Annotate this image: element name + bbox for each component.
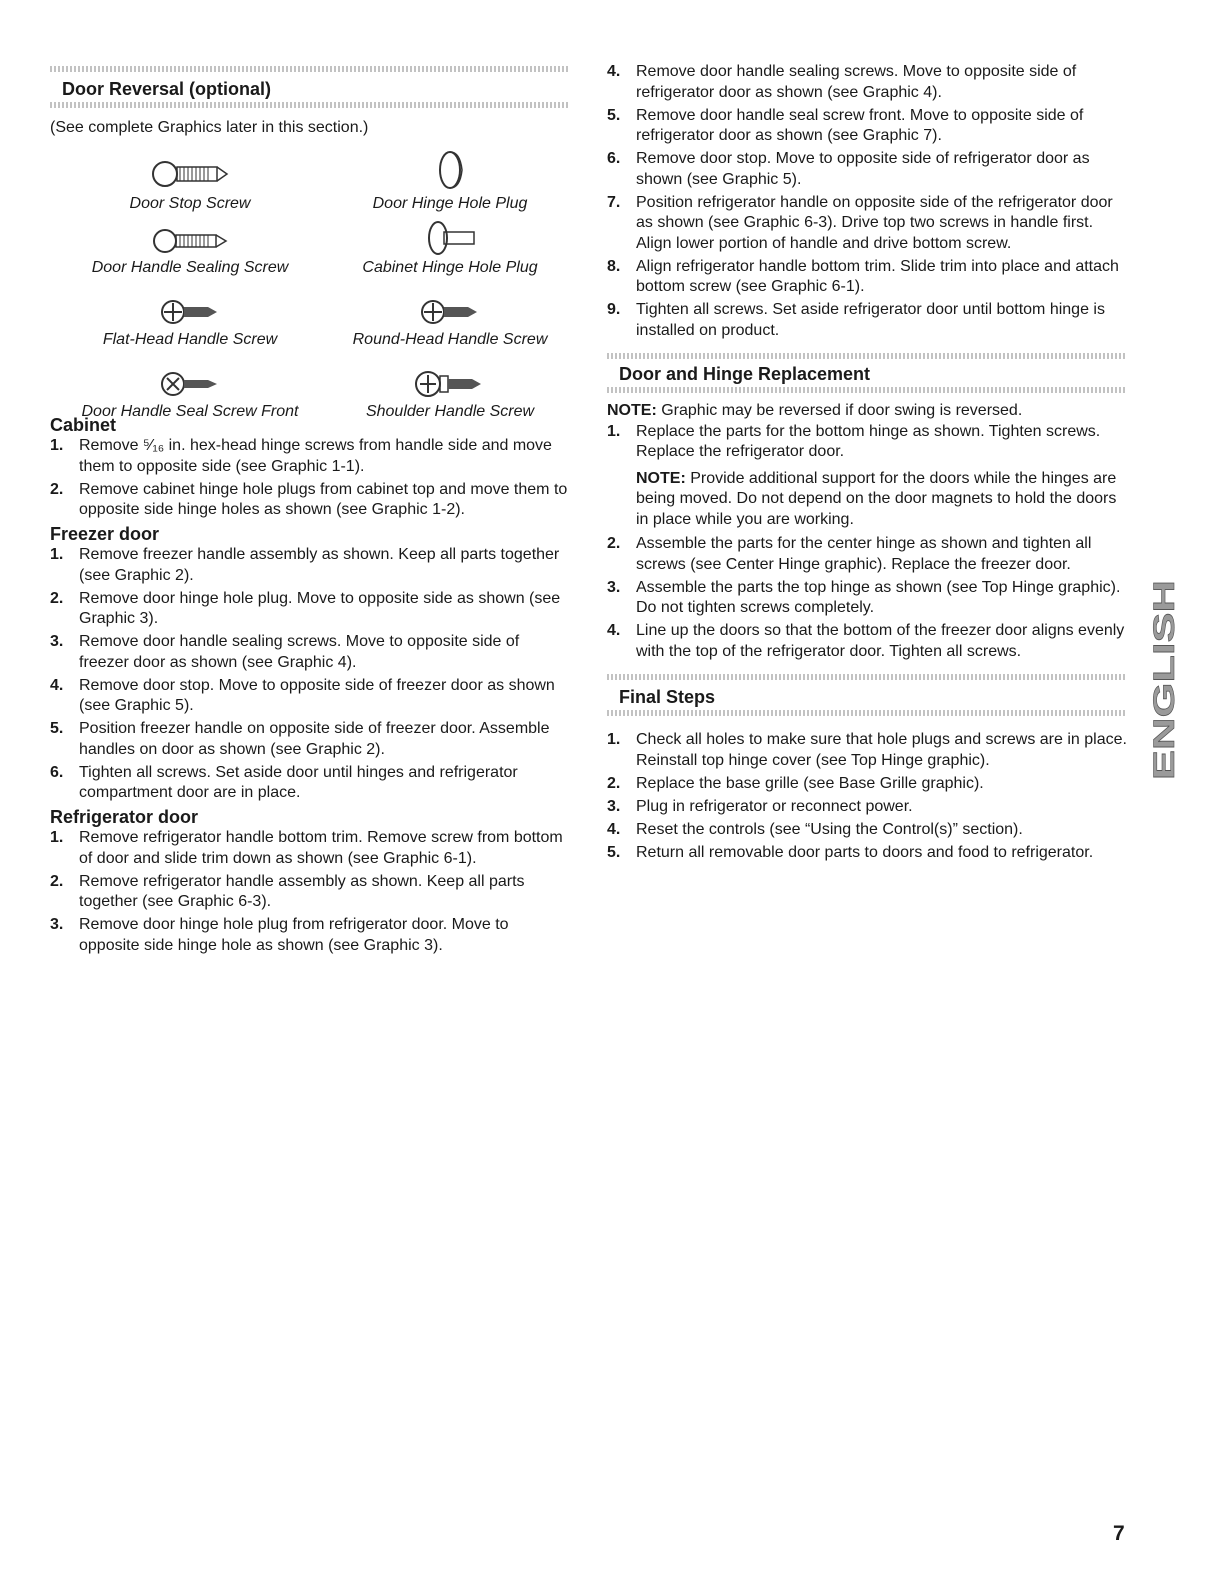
screw-icon [155, 366, 225, 402]
refrigerator-steps-right [607, 62, 1127, 341]
part-label: Door Hinge Hole Plug [372, 195, 528, 212]
note-text: NOTE: Graphic may be reversed if door swing is reversed. [607, 402, 1023, 419]
freezer-steps [50, 545, 570, 804]
divider [607, 387, 1127, 393]
list-item: 1. Remove freezer handle assembly as shown. Keep all parts together (see Graphic 2). [50, 546, 560, 584]
list-item: 2. Remove door hinge hole plug. Move to opposite side as shown (see Graphic 3). [50, 589, 561, 627]
list-item: 1. Check all holes to make sure that hole plugs and screws are in place. Reinstall top hinge cover (see Top Hinge graphic). [607, 731, 1127, 769]
screw-icon [155, 294, 225, 330]
part-label: Flat-Head Handle Screw [102, 331, 278, 348]
left-column [50, 0, 570, 959]
list-item: 3. Plug in refrigerator or reconnect power. [607, 797, 913, 815]
list-item: 8. Align refrigerator handle bottom trim. Slide trim into place and attach bottom screw (see Graphic 6-1). [607, 257, 1119, 295]
language-tab-label: ENGLISH [1150, 646, 1181, 780]
divider [607, 353, 1127, 359]
list-item: 1. Replace the parts for the bottom hinge as shown. Tighten screws. Replace the refrigerator door. NOTE: Provide additional support for the doors while the hinges are being moved. Do not depend on the door magnets to hold the doors in place while you are working. [607, 422, 1117, 528]
part-label: Round-Head Handle Screw [352, 331, 548, 348]
final-steps [607, 730, 1127, 863]
intro-text: (See complete Graphics later in this section.) [50, 119, 369, 136]
cabinet-heading: Cabinet [50, 415, 117, 435]
list-item: 4. Remove door stop. Move to opposite side of freezer door as shown (see Graphic 5). [50, 676, 555, 714]
plug-icon [420, 138, 480, 194]
list-item: 2. Remove cabinet hinge hole plugs from cabinet top and move them to opposite side hinge holes as shown (see Graphic 1-2). [50, 480, 568, 518]
plug-icon [410, 216, 490, 258]
refrigerator-heading: Refrigerator door [50, 807, 199, 827]
part-door-stop-screw [60, 154, 320, 214]
cabinet-steps [50, 436, 570, 521]
part-door-handle-seal-screw-front [60, 366, 320, 422]
freezer-heading: Freezer door [50, 524, 160, 544]
list-item: 1. Remove refrigerator handle bottom trim. Remove screw from bottom of door and slide trim down as shown (see Graphic 6-1). [50, 829, 563, 867]
part-label: Cabinet Hinge Hole Plug [362, 259, 538, 276]
list-item: 5. Position freezer handle on opposite side of freezer door. Assemble handles on door as shown (see Graphic 2). [50, 720, 550, 758]
page-number: 7 [1113, 1522, 1125, 1545]
list-item: 3. Remove door handle sealing screws. Move to opposite side of freezer door as shown (see Graphic 4). [50, 633, 520, 671]
list-item: 2. Assemble the parts for the center hinge as shown and tighten all screws (see Center Hinge graphic). Replace the freezer door. [607, 535, 1092, 573]
list-item: 1. Remove ⁵⁄₁₆ in. hex-head hinge screws from handle side and move them to opposite side (see Graphic 1-1). [50, 437, 552, 475]
part-door-handle-sealing-screw [60, 224, 320, 278]
right-column [607, 0, 1127, 866]
section-title: Door and Hinge Replacement [619, 364, 871, 384]
list-item: 4. Remove door handle sealing screws. Move to opposite side of refrigerator door as shown (see Graphic 4). [607, 63, 1077, 101]
list-item: 4. Reset the controls (see “Using the Control(s)” section). [607, 820, 1023, 838]
list-item: 2. Remove refrigerator handle assembly as shown. Keep all parts together (see Graphic 6-3). [50, 872, 525, 910]
screw-icon [415, 294, 485, 330]
screw-icon [410, 366, 490, 402]
part-door-hinge-hole-plug [320, 138, 580, 214]
list-item: 7. Position refrigerator handle on opposite side of the refrigerator door as shown (see Graphic 6-3). Drive top two screws in handle first. Align lower portion of handle and drive bottom screw. [607, 193, 1113, 252]
refrigerator-steps-left [50, 828, 570, 956]
list-item: 5. Remove door handle seal screw front. Move to opposite side of refrigerator door as shown (see Graphic 7). [607, 106, 1084, 144]
divider [607, 710, 1127, 716]
screw-icon [150, 154, 230, 194]
section-title: Final Steps [619, 687, 716, 707]
screw-icon [150, 224, 230, 258]
section-title: Door Reversal (optional) [62, 79, 272, 99]
list-item: 2. Replace the base grille (see Base Grille graphic). [607, 774, 984, 792]
divider [607, 674, 1127, 680]
part-shoulder-handle-screw [320, 366, 580, 422]
list-item: 3. Remove door hinge hole plug from refrigerator door. Move to opposite side hinge hole as shown (see Graphic 3). [50, 916, 509, 954]
divider [50, 66, 570, 72]
part-label: Door Stop Screw [129, 195, 251, 212]
list-item: 4. Line up the doors so that the bottom of the freezer door aligns evenly with the top of the refrigerator door. Tighten all screws. [607, 622, 1125, 660]
list-item: 5. Return all removable door parts to doors and food to refrigerator. [607, 843, 1094, 861]
list-item: 9. Tighten all screws. Set aside refrigerator door until bottom hinge is installed on product. [607, 301, 1105, 339]
list-item: 3. Assemble the parts the top hinge as shown (see Top Hinge graphic). Do not tighten screws completely. [607, 578, 1121, 616]
hinge-steps [607, 422, 1127, 663]
parts-legend [50, 154, 570, 454]
part-label: Door Handle Sealing Screw [91, 259, 289, 276]
part-cabinet-hinge-hole-plug [320, 216, 580, 278]
part-round-head-handle-screw [320, 294, 580, 350]
list-item: 6. Remove door stop. Move to opposite side of refrigerator door as shown (see Graphic 5). [607, 150, 1090, 188]
part-flat-head-handle-screw [60, 294, 320, 350]
part-label: Door Handle Seal Screw Front [81, 403, 299, 420]
list-item: 6. Tighten all screws. Set aside door until hinges and refrigerator compartment door are in place. [50, 763, 518, 801]
language-tab [1150, 570, 1184, 790]
part-label: Shoulder Handle Screw [365, 403, 535, 420]
divider [50, 102, 570, 108]
